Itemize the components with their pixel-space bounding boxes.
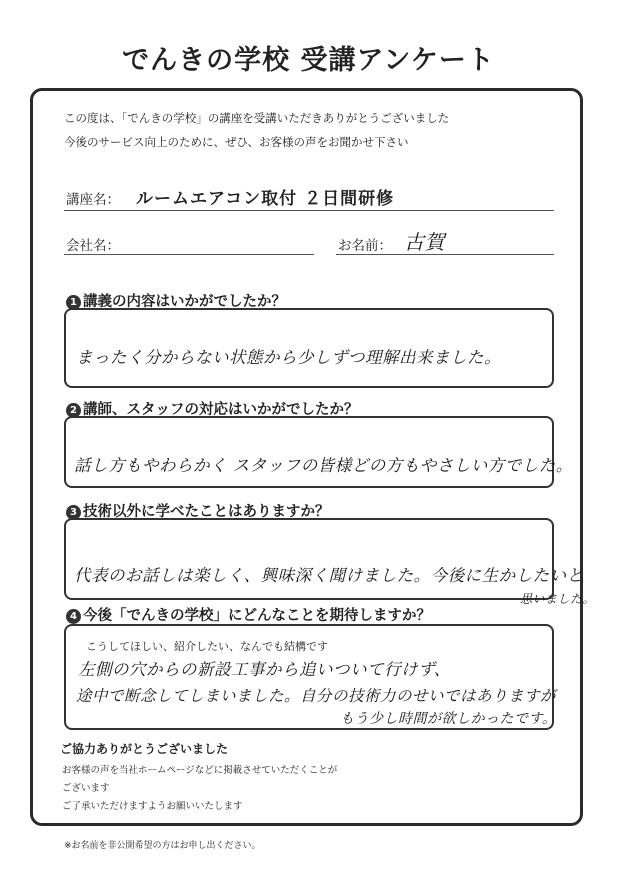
fine-print-line-3: ご了承いただけますようお願いいたします	[62, 801, 243, 812]
answer-4-line-1: 左側の穴からの新設工事から追いついて行けず、	[78, 660, 451, 679]
answer-4-line-3: もう少し時間が欲しかったです。	[340, 711, 557, 727]
question-2-text: 講師、スタッフの対応はいかがでしたか？	[83, 402, 359, 418]
answer-1-line-1: まったく分からない状態から少しずつ理解出来ました。	[76, 348, 501, 367]
question-number-badge: 3	[66, 505, 81, 520]
answer-2-line-1: 話し方もやわらかく スタッフの皆様どの方もやさしい方でした。	[74, 456, 573, 475]
course-underline	[64, 210, 554, 211]
question-4	[66, 604, 431, 625]
name-underline	[336, 254, 554, 255]
answer-box-3	[64, 518, 554, 600]
answer-4-line-2: 途中で断念してしまいました。自分の技術力のせいではありますが	[76, 687, 557, 705]
question-3-text: 技術以外に学べたことはありますか？	[83, 504, 330, 520]
footnote: ※お名前を非公開希望の方はお申し出ください。	[64, 841, 261, 851]
fine-print-line-2: ございます	[62, 783, 110, 794]
question-number-badge: 1	[66, 295, 81, 310]
course-value: ルームエアコン取付 ２日間研修	[136, 189, 395, 209]
question-number-badge: 4	[66, 609, 81, 624]
course-label: 講座名：	[66, 192, 120, 208]
page-title: でんきの学校 受講アンケート	[122, 45, 495, 76]
name-label: お名前：	[338, 238, 392, 254]
intro-line-1: この度は、「でんきの学校」の講座を受講いただきありがとうございました	[64, 111, 450, 125]
question-4-text: 今後「でんきの学校」にどんなことを期待しますか？	[83, 608, 431, 624]
question-4-hint: こうしてほしい、紹介したい、なんでも結構です	[86, 640, 328, 653]
intro-line-2: 今後のサービス向上のために、ぜひ、お客様の声をお聞かせ下さい	[64, 135, 409, 149]
company-label: 会社名：	[66, 238, 120, 254]
fine-print-line-1: お客様の声を当社ホームページなどに掲載させていただくことが	[62, 765, 338, 776]
company-underline	[64, 254, 314, 255]
question-1-text: 講義の内容はいかがでしたか？	[83, 294, 286, 310]
answer-3-line-1: 代表のお話しは楽しく、興味深く聞けました。今後に生かしたいと	[74, 566, 584, 585]
thanks-heading: ご協力ありがとうございました	[60, 742, 229, 756]
question-number-badge: 2	[66, 403, 81, 418]
name-value: 古賀	[404, 230, 445, 254]
answer-3-line-2: 思いました。	[520, 592, 596, 606]
